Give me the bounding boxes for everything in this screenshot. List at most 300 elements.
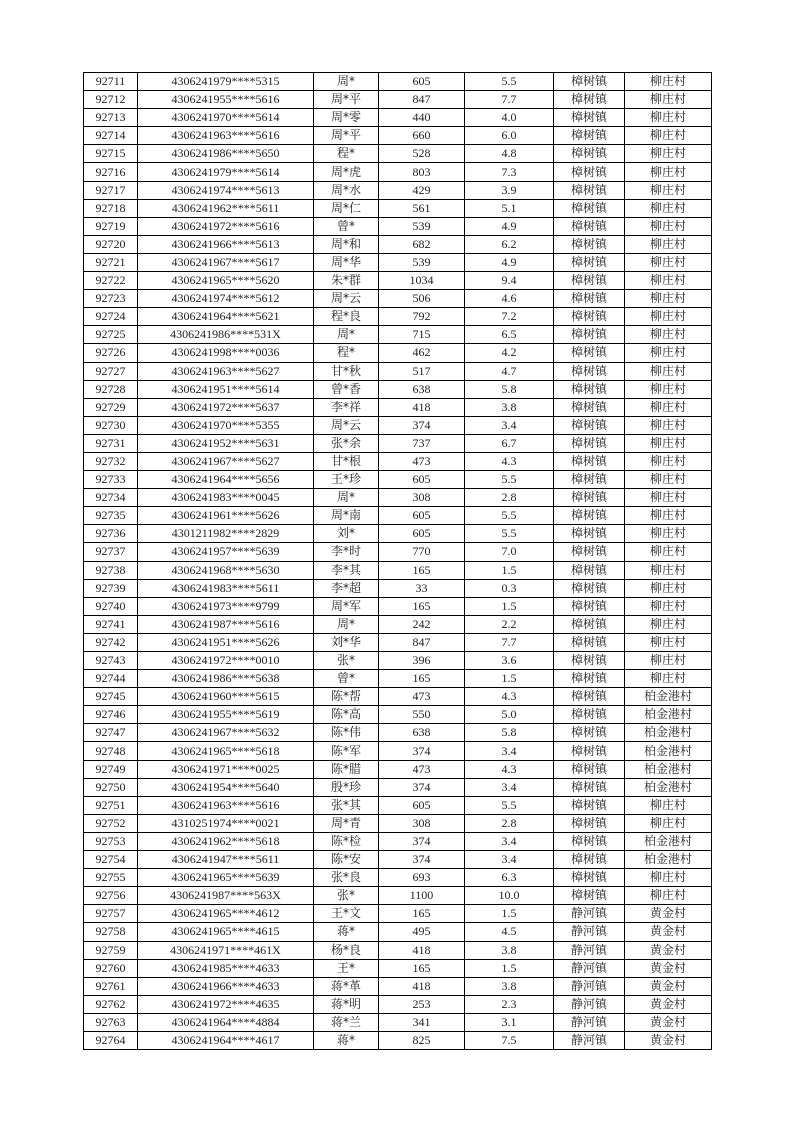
area-cell: 4.5 <box>465 923 554 941</box>
table-row <box>84 199 712 217</box>
area-cell: 3.8 <box>465 941 554 959</box>
amount-cell: 847 <box>379 633 465 651</box>
town-cell: 静河镇 <box>554 923 625 941</box>
table-row <box>84 326 712 344</box>
area-cell: 3.4 <box>465 416 554 434</box>
name-cell: 王*珍 <box>314 471 379 489</box>
area-cell: 5.5 <box>465 471 554 489</box>
id-number-cell: 4306241961****5626 <box>138 507 314 525</box>
table-row <box>84 941 712 959</box>
amount-cell: 341 <box>379 1013 465 1031</box>
row-number-cell: 92718 <box>84 199 138 217</box>
area-cell: 1.5 <box>465 597 554 615</box>
village-cell: 柏金港村 <box>625 688 712 706</box>
table-row <box>84 1013 712 1031</box>
id-number-cell: 4306241970****5614 <box>138 109 314 127</box>
name-cell: 刘* <box>314 525 379 543</box>
village-cell: 柳庄村 <box>625 489 712 507</box>
name-cell: 周*虎 <box>314 163 379 181</box>
id-number-cell: 4306241954****5640 <box>138 778 314 796</box>
amount-cell: 374 <box>379 742 465 760</box>
amount-cell: 605 <box>379 796 465 814</box>
town-cell: 樟树镇 <box>554 326 625 344</box>
row-number-cell: 92749 <box>84 760 138 778</box>
table-row <box>84 615 712 633</box>
row-number-cell: 92720 <box>84 235 138 253</box>
area-cell: 4.9 <box>465 217 554 235</box>
id-number-cell: 4306241964****4617 <box>138 1031 314 1049</box>
row-number-cell: 92721 <box>84 253 138 271</box>
amount-cell: 165 <box>379 905 465 923</box>
row-number-cell: 92715 <box>84 145 138 163</box>
row-number-cell: 92764 <box>84 1031 138 1049</box>
name-cell: 周*军 <box>314 597 379 615</box>
town-cell: 樟树镇 <box>554 832 625 850</box>
row-number-cell: 92740 <box>84 597 138 615</box>
amount-cell: 1100 <box>379 887 465 905</box>
table-row <box>84 362 712 380</box>
area-cell: 3.8 <box>465 398 554 416</box>
id-number-cell: 4306241979****5315 <box>138 73 314 91</box>
table-row <box>84 851 712 869</box>
row-number-cell: 92745 <box>84 688 138 706</box>
table-row <box>84 489 712 507</box>
village-cell: 黄金村 <box>625 995 712 1013</box>
name-cell: 刘*华 <box>314 633 379 651</box>
village-cell: 柏金港村 <box>625 851 712 869</box>
name-cell: 周*水 <box>314 181 379 199</box>
amount-cell: 517 <box>379 362 465 380</box>
row-number-cell: 92759 <box>84 941 138 959</box>
area-cell: 3.4 <box>465 778 554 796</box>
table-row <box>84 344 712 362</box>
id-number-cell: 4306241973****9799 <box>138 597 314 615</box>
row-number-cell: 92714 <box>84 127 138 145</box>
id-number-cell: 4306241971****0025 <box>138 760 314 778</box>
name-cell: 周*平 <box>314 91 379 109</box>
amount-cell: 638 <box>379 380 465 398</box>
amount-cell: 803 <box>379 163 465 181</box>
amount-cell: 374 <box>379 416 465 434</box>
id-number-cell: 4306241966****4633 <box>138 977 314 995</box>
area-cell: 1.5 <box>465 561 554 579</box>
row-number-cell: 92738 <box>84 561 138 579</box>
name-cell: 周*青 <box>314 814 379 832</box>
town-cell: 樟树镇 <box>554 109 625 127</box>
town-cell: 樟树镇 <box>554 652 625 670</box>
town-cell: 樟树镇 <box>554 235 625 253</box>
id-number-cell: 4306241962****5618 <box>138 832 314 850</box>
town-cell: 静河镇 <box>554 959 625 977</box>
amount-cell: 528 <box>379 145 465 163</box>
village-cell: 柳庄村 <box>625 308 712 326</box>
area-cell: 7.0 <box>465 543 554 561</box>
amount-cell: 605 <box>379 73 465 91</box>
table-row <box>84 163 712 181</box>
amount-cell: 693 <box>379 869 465 887</box>
row-number-cell: 92747 <box>84 724 138 742</box>
amount-cell: 539 <box>379 253 465 271</box>
name-cell: 周*云 <box>314 290 379 308</box>
table-row <box>84 778 712 796</box>
village-cell: 柳庄村 <box>625 326 712 344</box>
row-number-cell: 92762 <box>84 995 138 1013</box>
id-number-cell: 4306241963****5616 <box>138 127 314 145</box>
town-cell: 樟树镇 <box>554 742 625 760</box>
id-number-cell: 4306241971****461X <box>138 941 314 959</box>
area-cell: 4.0 <box>465 109 554 127</box>
id-number-cell: 4306241963****5616 <box>138 796 314 814</box>
name-cell: 曾* <box>314 217 379 235</box>
id-number-cell: 4306241947****5611 <box>138 851 314 869</box>
table-row <box>84 543 712 561</box>
area-cell: 1.5 <box>465 959 554 977</box>
area-cell: 5.8 <box>465 724 554 742</box>
row-number-cell: 92716 <box>84 163 138 181</box>
name-cell: 周*零 <box>314 109 379 127</box>
row-number-cell: 92728 <box>84 380 138 398</box>
amount-cell: 165 <box>379 561 465 579</box>
name-cell: 陈*伟 <box>314 724 379 742</box>
id-number-cell: 4306241957****5639 <box>138 543 314 561</box>
area-cell: 6.3 <box>465 869 554 887</box>
id-number-cell: 4306241955****5619 <box>138 706 314 724</box>
table-row <box>84 272 712 290</box>
village-cell: 柳庄村 <box>625 73 712 91</box>
name-cell: 周*和 <box>314 235 379 253</box>
village-cell: 柳庄村 <box>625 561 712 579</box>
area-cell: 4.3 <box>465 452 554 470</box>
village-cell: 柳庄村 <box>625 235 712 253</box>
id-number-cell: 4306241964****5621 <box>138 308 314 326</box>
name-cell: 周* <box>314 326 379 344</box>
village-cell: 柳庄村 <box>625 290 712 308</box>
table-row <box>84 308 712 326</box>
amount-cell: 715 <box>379 326 465 344</box>
town-cell: 樟树镇 <box>554 489 625 507</box>
town-cell: 樟树镇 <box>554 869 625 887</box>
area-cell: 2.3 <box>465 995 554 1013</box>
town-cell: 樟树镇 <box>554 579 625 597</box>
amount-cell: 550 <box>379 706 465 724</box>
town-cell: 樟树镇 <box>554 525 625 543</box>
village-cell: 柳庄村 <box>625 633 712 651</box>
area-cell: 1.5 <box>465 905 554 923</box>
row-number-cell: 92739 <box>84 579 138 597</box>
area-cell: 6.7 <box>465 434 554 452</box>
table-row <box>84 760 712 778</box>
table-row <box>84 796 712 814</box>
amount-cell: 374 <box>379 832 465 850</box>
amount-cell: 825 <box>379 1031 465 1049</box>
town-cell: 樟树镇 <box>554 688 625 706</box>
table-row <box>84 923 712 941</box>
area-cell: 3.4 <box>465 851 554 869</box>
town-cell: 樟树镇 <box>554 253 625 271</box>
table-row <box>84 380 712 398</box>
row-number-cell: 92712 <box>84 91 138 109</box>
row-number-cell: 92744 <box>84 670 138 688</box>
table-row <box>84 91 712 109</box>
table-row <box>84 652 712 670</box>
table-row <box>84 597 712 615</box>
amount-cell: 308 <box>379 489 465 507</box>
town-cell: 静河镇 <box>554 1013 625 1031</box>
table-row <box>84 181 712 199</box>
name-cell: 周*平 <box>314 127 379 145</box>
area-cell: 4.9 <box>465 253 554 271</box>
village-cell: 黄金村 <box>625 941 712 959</box>
name-cell: 周* <box>314 489 379 507</box>
row-number-cell: 92735 <box>84 507 138 525</box>
amount-cell: 429 <box>379 181 465 199</box>
id-number-cell: 4306241972****5637 <box>138 398 314 416</box>
table-row <box>84 398 712 416</box>
town-cell: 樟树镇 <box>554 887 625 905</box>
table-row <box>84 706 712 724</box>
id-number-cell: 4306241974****5613 <box>138 181 314 199</box>
town-cell: 静河镇 <box>554 1031 625 1049</box>
village-cell: 柏金港村 <box>625 760 712 778</box>
name-cell: 陈*安 <box>314 851 379 869</box>
village-cell: 黄金村 <box>625 923 712 941</box>
area-cell: 3.4 <box>465 742 554 760</box>
amount-cell: 539 <box>379 217 465 235</box>
row-number-cell: 92760 <box>84 959 138 977</box>
town-cell: 樟树镇 <box>554 633 625 651</box>
town-cell: 樟树镇 <box>554 145 625 163</box>
area-cell: 5.1 <box>465 199 554 217</box>
id-number-cell: 4306241965****5620 <box>138 272 314 290</box>
amount-cell: 506 <box>379 290 465 308</box>
amount-cell: 605 <box>379 525 465 543</box>
id-number-cell: 4306241986****531X <box>138 326 314 344</box>
village-cell: 柳庄村 <box>625 615 712 633</box>
area-cell: 7.3 <box>465 163 554 181</box>
area-cell: 7.2 <box>465 308 554 326</box>
id-number-cell: 4306241965****4612 <box>138 905 314 923</box>
area-cell: 6.0 <box>465 127 554 145</box>
row-number-cell: 92751 <box>84 796 138 814</box>
name-cell: 陈*高 <box>314 706 379 724</box>
row-number-cell: 92734 <box>84 489 138 507</box>
row-number-cell: 92726 <box>84 344 138 362</box>
town-cell: 樟树镇 <box>554 416 625 434</box>
name-cell: 甘*根 <box>314 452 379 470</box>
town-cell: 樟树镇 <box>554 615 625 633</box>
name-cell: 张* <box>314 652 379 670</box>
table-row <box>84 670 712 688</box>
town-cell: 樟树镇 <box>554 362 625 380</box>
table-row <box>84 525 712 543</box>
row-number-cell: 92713 <box>84 109 138 127</box>
area-cell: 4.3 <box>465 688 554 706</box>
id-number-cell: 4306241964****5656 <box>138 471 314 489</box>
town-cell: 樟树镇 <box>554 778 625 796</box>
name-cell: 李*时 <box>314 543 379 561</box>
area-cell: 0.3 <box>465 579 554 597</box>
table-row <box>84 688 712 706</box>
id-number-cell: 4306241987****5616 <box>138 615 314 633</box>
town-cell: 樟树镇 <box>554 344 625 362</box>
table-row <box>84 217 712 235</box>
amount-cell: 308 <box>379 814 465 832</box>
id-number-cell: 4306241963****5627 <box>138 362 314 380</box>
row-number-cell: 92753 <box>84 832 138 850</box>
table-row <box>84 507 712 525</box>
village-cell: 柳庄村 <box>625 507 712 525</box>
village-cell: 柳庄村 <box>625 253 712 271</box>
row-number-cell: 92711 <box>84 73 138 91</box>
village-cell: 柳庄村 <box>625 127 712 145</box>
town-cell: 樟树镇 <box>554 597 625 615</box>
town-cell: 静河镇 <box>554 941 625 959</box>
name-cell: 王* <box>314 959 379 977</box>
town-cell: 静河镇 <box>554 905 625 923</box>
id-number-cell: 4306241983****0045 <box>138 489 314 507</box>
id-number-cell: 4306241970****5355 <box>138 416 314 434</box>
id-number-cell: 4306241998****0036 <box>138 344 314 362</box>
village-cell: 柳庄村 <box>625 597 712 615</box>
amount-cell: 418 <box>379 977 465 995</box>
row-number-cell: 92746 <box>84 706 138 724</box>
area-cell: 5.5 <box>465 796 554 814</box>
amount-cell: 242 <box>379 615 465 633</box>
name-cell: 程* <box>314 344 379 362</box>
village-cell: 柳庄村 <box>625 362 712 380</box>
village-cell: 柳庄村 <box>625 869 712 887</box>
village-cell: 柳庄村 <box>625 471 712 489</box>
village-cell: 柳庄村 <box>625 380 712 398</box>
amount-cell: 473 <box>379 688 465 706</box>
name-cell: 张*良 <box>314 869 379 887</box>
amount-cell: 462 <box>379 344 465 362</box>
row-number-cell: 92763 <box>84 1013 138 1031</box>
table-row <box>84 905 712 923</box>
village-cell: 柳庄村 <box>625 344 712 362</box>
area-cell: 4.6 <box>465 290 554 308</box>
name-cell: 李*其 <box>314 561 379 579</box>
village-cell: 柳庄村 <box>625 525 712 543</box>
table-row <box>84 633 712 651</box>
village-cell: 柳庄村 <box>625 796 712 814</box>
amount-cell: 165 <box>379 670 465 688</box>
table-row <box>84 235 712 253</box>
name-cell: 蒋* <box>314 1031 379 1049</box>
name-cell: 周*云 <box>314 416 379 434</box>
id-number-cell: 4306241986****5638 <box>138 670 314 688</box>
id-number-cell: 4306241952****5631 <box>138 434 314 452</box>
village-cell: 柳庄村 <box>625 109 712 127</box>
table-row <box>84 724 712 742</box>
name-cell: 陈*腊 <box>314 760 379 778</box>
amount-cell: 418 <box>379 398 465 416</box>
amount-cell: 638 <box>379 724 465 742</box>
row-number-cell: 92730 <box>84 416 138 434</box>
town-cell: 樟树镇 <box>554 127 625 145</box>
village-cell: 柳庄村 <box>625 579 712 597</box>
area-cell: 2.2 <box>465 615 554 633</box>
row-number-cell: 92742 <box>84 633 138 651</box>
table-row <box>84 959 712 977</box>
town-cell: 樟树镇 <box>554 724 625 742</box>
row-number-cell: 92722 <box>84 272 138 290</box>
town-cell: 樟树镇 <box>554 796 625 814</box>
row-number-cell: 92717 <box>84 181 138 199</box>
row-number-cell: 92741 <box>84 615 138 633</box>
row-number-cell: 92756 <box>84 887 138 905</box>
amount-cell: 473 <box>379 760 465 778</box>
village-cell: 黄金村 <box>625 959 712 977</box>
amount-cell: 374 <box>379 778 465 796</box>
amount-cell: 165 <box>379 597 465 615</box>
id-number-cell: 4306241966****5613 <box>138 235 314 253</box>
area-cell: 6.2 <box>465 235 554 253</box>
area-cell: 2.8 <box>465 489 554 507</box>
id-number-cell: 4306241972****0010 <box>138 652 314 670</box>
village-cell: 柳庄村 <box>625 91 712 109</box>
table-row <box>84 290 712 308</box>
area-cell: 5.5 <box>465 525 554 543</box>
row-number-cell: 92733 <box>84 471 138 489</box>
id-number-cell: 4306241955****5616 <box>138 91 314 109</box>
name-cell: 周*仁 <box>314 199 379 217</box>
row-number-cell: 92757 <box>84 905 138 923</box>
id-number-cell: 4306241967****5617 <box>138 253 314 271</box>
amount-cell: 561 <box>379 199 465 217</box>
name-cell: 朱*群 <box>314 272 379 290</box>
village-cell: 柏金港村 <box>625 724 712 742</box>
id-number-cell: 4306241974****5612 <box>138 290 314 308</box>
id-number-cell: 4306241986****5650 <box>138 145 314 163</box>
town-cell: 樟树镇 <box>554 543 625 561</box>
id-number-cell: 4306241967****5627 <box>138 452 314 470</box>
town-cell: 樟树镇 <box>554 471 625 489</box>
table-row <box>84 887 712 905</box>
amount-cell: 605 <box>379 471 465 489</box>
village-cell: 柳庄村 <box>625 199 712 217</box>
area-cell: 7.5 <box>465 1031 554 1049</box>
row-number-cell: 92754 <box>84 851 138 869</box>
amount-cell: 418 <box>379 941 465 959</box>
name-cell: 周*南 <box>314 507 379 525</box>
table-row <box>84 561 712 579</box>
village-cell: 黄金村 <box>625 905 712 923</box>
row-number-cell: 92748 <box>84 742 138 760</box>
town-cell: 樟树镇 <box>554 272 625 290</box>
area-cell: 3.1 <box>465 1013 554 1031</box>
town-cell: 樟树镇 <box>554 851 625 869</box>
area-cell: 3.9 <box>465 181 554 199</box>
town-cell: 樟树镇 <box>554 670 625 688</box>
name-cell: 殷*珍 <box>314 778 379 796</box>
name-cell: 陈*军 <box>314 742 379 760</box>
row-number-cell: 92743 <box>84 652 138 670</box>
town-cell: 樟树镇 <box>554 217 625 235</box>
amount-cell: 495 <box>379 923 465 941</box>
amount-cell: 165 <box>379 959 465 977</box>
village-cell: 柳庄村 <box>625 814 712 832</box>
row-number-cell: 92719 <box>84 217 138 235</box>
area-cell: 9.4 <box>465 272 554 290</box>
amount-cell: 770 <box>379 543 465 561</box>
village-cell: 柳庄村 <box>625 217 712 235</box>
name-cell: 张*其 <box>314 796 379 814</box>
name-cell: 李*超 <box>314 579 379 597</box>
row-number-cell: 92725 <box>84 326 138 344</box>
table-row <box>84 869 712 887</box>
table-row <box>84 434 712 452</box>
